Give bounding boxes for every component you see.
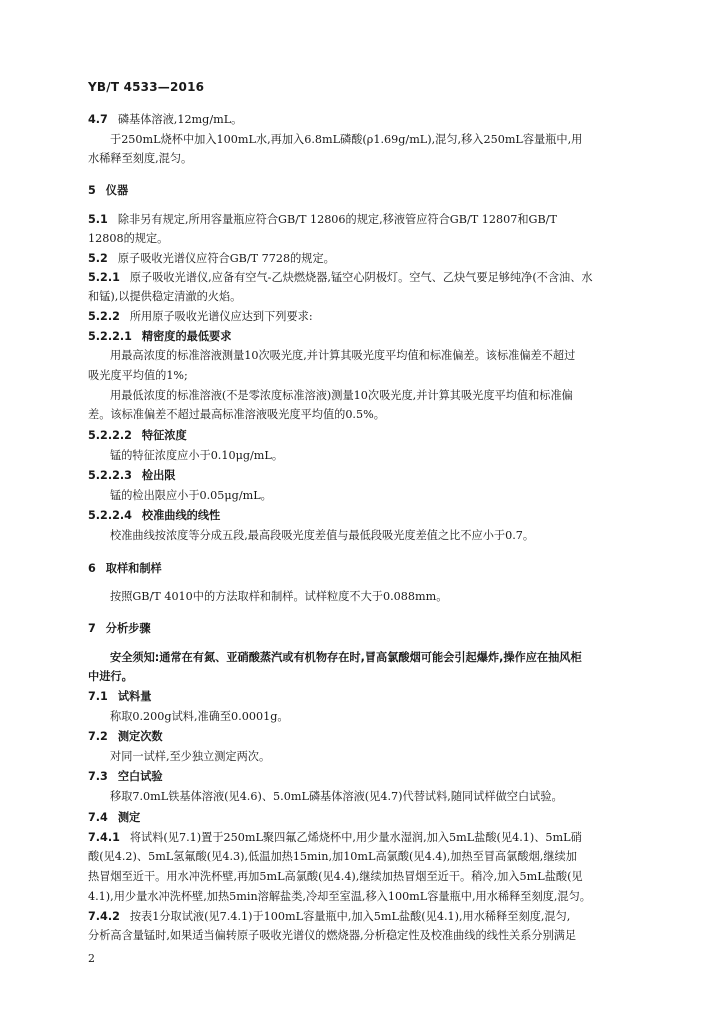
section-number: 5.1 — [88, 213, 108, 226]
section-heading: 测定 — [117, 811, 141, 824]
text-line — [88, 113, 242, 127]
text-line — [88, 232, 168, 246]
text-line — [88, 622, 151, 636]
section-number: 7 — [88, 622, 96, 635]
paragraph-text: 于250mL烧杯中加入100mL水,再加入6.8mL磷酸(ρ1.69g/mL),混匀,移入250mL容量瓶中,用 — [110, 133, 583, 146]
text-line — [88, 408, 385, 422]
text-line — [110, 133, 582, 147]
paragraph-text: 磷基体溶液,12mg/mL。 — [117, 113, 243, 126]
text-line — [110, 790, 563, 804]
paragraph-text: 校准曲线按浓度等分成五段,最高段吸光度差值与最低段吸光度差值之比不应小于0.7。 — [110, 529, 535, 542]
section-heading: 空白试验 — [117, 770, 163, 783]
paragraph-text: 所用原子吸收光谱仪应达到下列要求: — [129, 310, 313, 323]
text-line — [88, 770, 163, 784]
page-number: 2 — [88, 952, 95, 965]
paragraph-text: 4.1),用少量水冲洗杯壁,加热5min溶解盐类,冷却至室温,移入100mL容量瓶中,用水稀释至刻度,混匀。 — [88, 890, 591, 903]
text-line — [88, 831, 582, 845]
text-line — [88, 252, 335, 266]
section-heading: 测定次数 — [117, 730, 163, 743]
section-number: 5 — [88, 184, 96, 197]
text-line — [88, 469, 175, 483]
section-number: 5.2.2.1 — [88, 330, 132, 343]
text-line — [88, 509, 220, 523]
paragraph-text: 分析高含量锰时,如果适当偏转原子吸收光谱仪的燃烧器,分析稳定性及校准曲线的线性关系分别满足 — [88, 929, 577, 942]
paragraph-text: 将试料(见7.1)置于250mL聚四氟乙烯烧杯中,用少量水湿润,加入5mL盐酸(见4.1)、5mL硝 — [129, 831, 582, 844]
paragraph-text: 锰的特征浓度应小于0.10μg/mL。 — [110, 449, 284, 462]
paragraph-text: 差。该标准偏差不超过最高标准溶液吸光度平均值的0.5%。 — [88, 408, 385, 421]
standard-code: YB/T 4533—2016 — [88, 80, 205, 94]
section-heading: 仪器 — [105, 184, 129, 197]
section-number: 7.3 — [88, 770, 108, 783]
text-line — [88, 330, 231, 344]
paragraph-text: 锰的检出限应小于0.05μg/mL。 — [110, 489, 272, 502]
section-heading: 中进行。 — [88, 670, 133, 683]
text-line — [88, 562, 162, 576]
section-heading: 校准曲线的线性 — [141, 509, 221, 522]
text-line — [88, 271, 593, 285]
paragraph-text: 移取7.0mL铁基体溶液(见4.6)、5.0mL磷基体溶液(见4.7)代替试料,随同试样做空白试验。 — [110, 790, 563, 803]
section-number: 7.4 — [88, 811, 108, 824]
paragraph-text: 原子吸收光谱仪应符合GB/T 7728的规定。 — [117, 252, 335, 265]
section-number: 6 — [88, 562, 96, 575]
text-line — [88, 690, 151, 704]
section-number: 5.2.2.4 — [88, 509, 132, 522]
section-number: 7.4.1 — [88, 831, 120, 844]
section-heading: 取样和制样 — [105, 562, 162, 575]
text-line — [88, 910, 570, 924]
text-line — [88, 811, 140, 825]
text-line — [110, 651, 582, 665]
section-number: 5.2.1 — [88, 271, 120, 284]
paragraph-text: 用最低浓度的标准溶液(不是零浓度标准溶液)测量10次吸光度,并计算其吸光度平均值和标准偏 — [110, 389, 573, 402]
paragraph-text: 热冒烟至近干。用水冲洗杯壁,再加5mL高氯酸(见4.4),继续加热冒烟至近干。稍冷,加入5mL盐酸(见 — [88, 870, 583, 883]
paragraph-text: 除非另有规定,所用容量瓶应符合GB/T 12806的规定,移液管应符合GB/T 12807和GB/T — [117, 213, 557, 226]
paragraph-text: 水稀释至刻度,混匀。 — [88, 152, 193, 165]
text-line — [88, 730, 163, 744]
section-heading: 检出限 — [141, 469, 176, 482]
section-number: 7.4.2 — [88, 910, 120, 923]
text-line — [110, 529, 534, 543]
section-heading: 试料量 — [117, 690, 152, 703]
text-line — [88, 929, 576, 943]
text-line — [88, 670, 133, 684]
paragraph-text: 按表1分取试液(见7.4.1)于100mL容量瓶中,加入5mL盐酸(见4.1),用水稀释至刻度,混匀, — [129, 910, 571, 923]
text-line — [88, 870, 583, 884]
text-line — [88, 850, 577, 864]
paragraph-text: 对同一试样,至少独立测定两次。 — [110, 750, 271, 763]
paragraph-text: 酸(见4.2)、5mL氢氟酸(见4.3),低温加热15min,加10mL高氯酸(见4.4),加热至冒高氯酸烟,继续加 — [88, 850, 577, 863]
text-line — [88, 184, 128, 198]
paragraph-text: 按照GB/T 4010中的方法取样和制样。试样粒度不大于0.088mm。 — [110, 590, 448, 603]
section-number: 7.1 — [88, 690, 108, 703]
text-line — [110, 750, 270, 764]
paragraph-text: 12808的规定。 — [88, 232, 169, 245]
section-number: 5.2.2 — [88, 310, 120, 323]
paragraph-text: 用最高浓度的标准溶液测量10次吸光度,并计算其吸光度平均值和标准偏差。该标准偏差不超过 — [110, 349, 576, 362]
section-number: 4.7 — [88, 113, 108, 126]
text-line — [88, 310, 313, 324]
paragraph-text: 称取0.200g试料,准确至0.0001g。 — [110, 710, 289, 723]
text-line — [110, 449, 283, 463]
text-line — [88, 429, 187, 443]
text-line — [88, 152, 192, 166]
text-line — [88, 213, 557, 227]
section-heading: 精密度的最低要求 — [141, 330, 232, 343]
section-heading: 安全须知:通常在有氮、亚硝酸蒸汽或有机物存在时,冒高氯酸烟可能会引起爆炸,操作应在抽风柜 — [110, 651, 582, 664]
text-line — [110, 590, 447, 604]
text-line — [88, 369, 188, 383]
section-heading: 分析步骤 — [105, 622, 151, 635]
section-number: 7.2 — [88, 730, 108, 743]
paragraph-text: 吸光度平均值的1%; — [88, 369, 188, 382]
text-line — [88, 890, 591, 904]
paragraph-text: 原子吸收光谱仪,应备有空气-乙炔燃烧器,锰空心阴极灯。空气、乙炔气要足够纯净(不含油、水 — [129, 271, 593, 284]
paragraph-text: 和锰),以提供稳定清澈的火焰。 — [88, 290, 242, 303]
text-line — [88, 290, 241, 304]
text-line — [110, 349, 575, 363]
section-number: 5.2.2.3 — [88, 469, 132, 482]
text-line — [110, 710, 289, 724]
text-line — [110, 389, 573, 403]
text-line — [110, 489, 272, 503]
section-heading: 特征浓度 — [141, 429, 187, 442]
section-number: 5.2.2.2 — [88, 429, 132, 442]
section-number: 5.2 — [88, 252, 108, 265]
